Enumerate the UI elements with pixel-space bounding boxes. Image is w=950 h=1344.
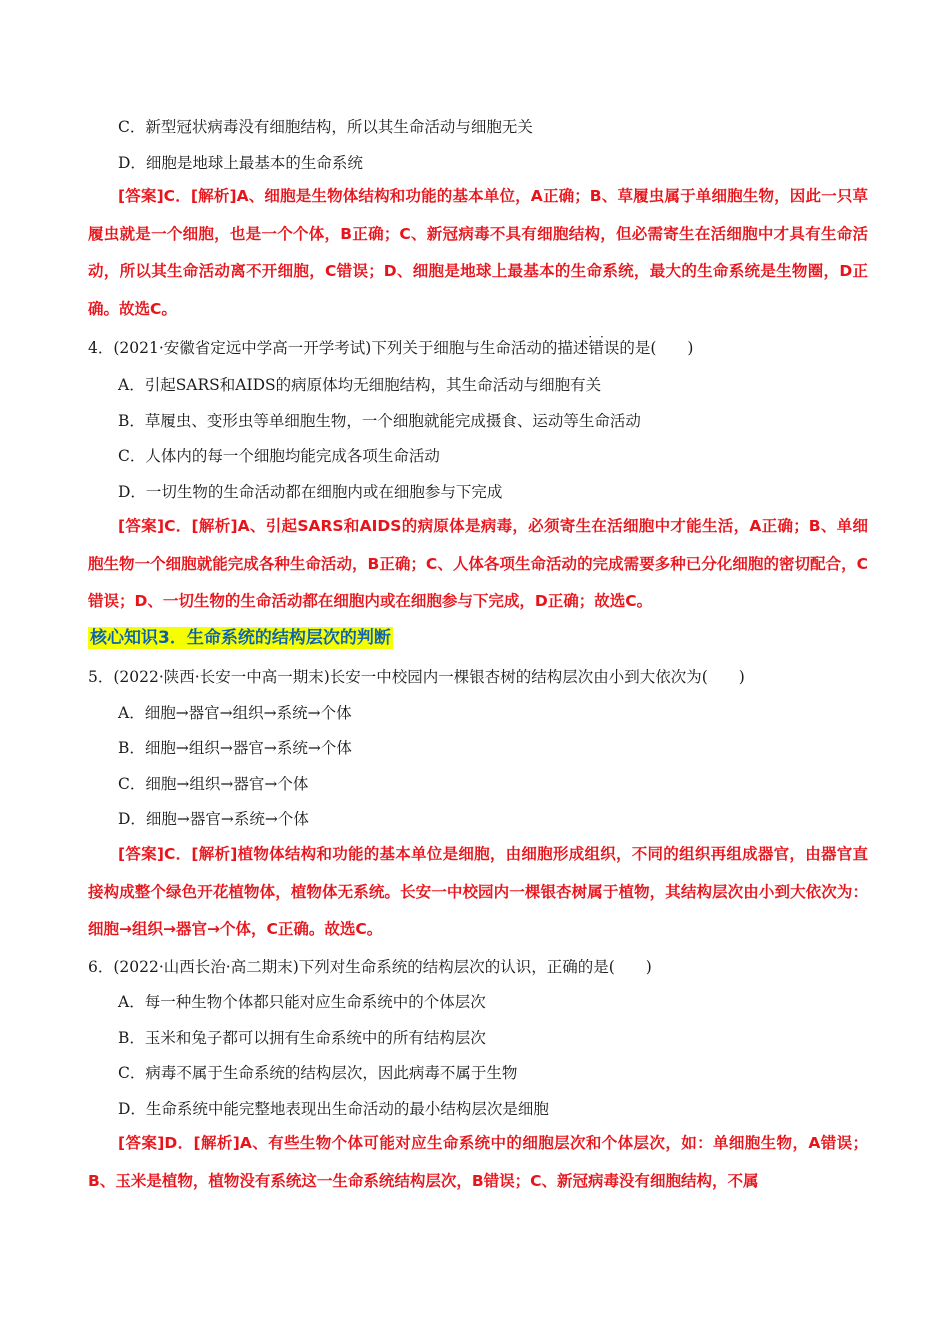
- q4-stem: [88, 338, 693, 358]
- q4-stem-after: 的是( ): [619, 339, 694, 357]
- q5-option-a: A．细胞→器官→组织→系统→个体: [118, 704, 352, 722]
- q6-option-a: A．每一种生物个体都只能对应生命系统中的个体层次: [118, 993, 486, 1011]
- q6-option-c: C．病毒不属于生命系统的结构层次，因此病毒不属于生物: [118, 1064, 518, 1082]
- q5-option-d: D．细胞→器官→系统→个体: [118, 810, 309, 828]
- q5-answer: [答案]C．[解析]植物体结构和功能的基本单位是细胞，由细胞形成组织，不同的组织再组成器官，由器官直接构成整个绿色开花植物体，植物体无系统。长安一中校园内一棵银杏树属于植物，其结构层次由小到大依次为：细胞→组织→器官→个体，C正确。故选C。: [88, 845, 868, 938]
- q5-stem: 5．(2022·陕西·长安一中高一期末)长安一中校园内一棵银杏树的结构层次由小到大依次为( ): [88, 668, 745, 686]
- section-heading: 核心知识3．生命系统的结构层次的判断: [90, 628, 391, 648]
- q4-stem-before: 4．(2021·安徽省定远中学高一开学考试)下列关于细胞与生命活动的描述: [88, 339, 589, 357]
- q6-option-d: D．生命系统中能完整地表现出生命活动的最小结构层次是细胞: [118, 1100, 549, 1118]
- q4-option-d: D．一切生物的生命活动都在细胞内或在细胞参与下完成: [118, 483, 503, 501]
- q5-option-b: B．细胞→组织→器官→系统→个体: [118, 739, 352, 757]
- q5-option-c: C．细胞→组织→器官→个体: [118, 775, 309, 793]
- q4-stem-emphasis: · · 错误: [588, 339, 619, 357]
- q4-option-b: B．草履虫、变形虫等单细胞生物，一个细胞就能完成摄食、运动等生命活动: [118, 412, 641, 430]
- q4-option-a: A．引起SARS和AIDS的病原体均无细胞结构，其生命活动与细胞有关: [118, 376, 602, 394]
- q6-option-b: B．玉米和兔子都可以拥有生命系统中的所有结构层次: [118, 1029, 486, 1047]
- q3-option-d: D．细胞是地球上最基本的生命系统: [118, 154, 363, 172]
- q4-option-c: C．人体内的每一个细胞均能完成各项生命活动: [118, 447, 440, 465]
- q3-option-c: C．新型冠状病毒没有细胞结构，所以其生命活动与细胞无关: [118, 118, 533, 136]
- q6-stem: 6．(2022·山西长治·高二期末)下列对生命系统的结构层次的认识，正确的是( ): [88, 958, 652, 976]
- q4-answer: [答案]C．[解析]A、引起SARS和AIDS的病原体是病毒，必须寄生在活细胞中才能生活，A正确；B、单细胞生物一个细胞就能完成各种生命活动，B正确；C、人体各项生命活动的完成需要多种已分化细胞的密切配合，C错误；D、一切生物的生命活动都在细胞内或在细胞参与下完成，D正确；故选C。: [88, 517, 868, 610]
- q6-answer: [答案]D．[解析]A、有些生物个体可能对应生命系统中的细胞层次和个体层次，如：单细胞生物，A错误；B、玉米是植物，植物没有系统这一生命系统结构层次，B错误；C、新冠病毒没有细胞结构，不属: [88, 1134, 868, 1190]
- q3-answer: [答案]C．[解析]A、细胞是生物体结构和功能的基本单位，A正确；B、草履虫属于单细胞生物，因此一只草履虫就是一个细胞，也是一个个体，B正确；C、新冠病毒不具有细胞结构，但必需寄生在活细胞中才具有生命活动，所以其生命活动离不开细胞，C错误；D、细胞是地球上最基本的生命系统，最大的生命系统是生物圈，D正确。故选C。: [88, 187, 868, 318]
